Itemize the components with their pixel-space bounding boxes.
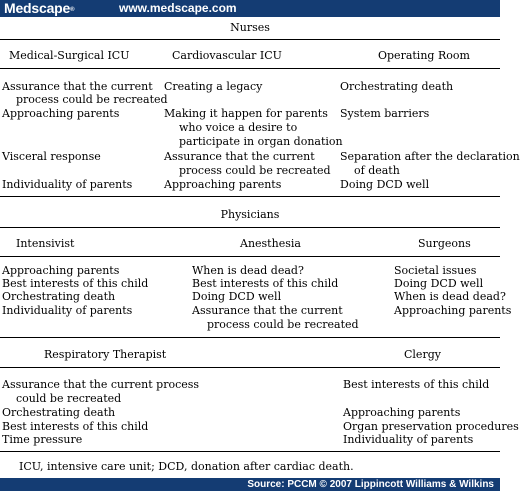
list-item: Making it happen for parents	[164, 107, 328, 120]
list-item: Approaching parents	[2, 107, 120, 120]
list-item: Time pressure	[2, 433, 83, 446]
list-item: Approaching parents	[164, 178, 282, 191]
header-bar	[0, 0, 500, 17]
divider	[0, 68, 500, 69]
divider	[0, 227, 500, 228]
list-item: Assurance that the current	[164, 150, 315, 163]
list-item: Societal issues	[394, 264, 477, 277]
list-item: Individuality of parents	[2, 178, 133, 191]
medscape-logo[interactable]: Medscape®	[4, 0, 75, 16]
list-item: Assurance that the current process	[2, 378, 200, 391]
list-item: Best interests of this child	[2, 277, 149, 290]
list-item: Approaching parents	[343, 406, 461, 419]
column-header-surgeons: Surgeons	[418, 237, 471, 250]
list-item: participate in organ donation	[179, 135, 343, 148]
column-header-operating-room: Operating Room	[378, 49, 470, 62]
footer-bar	[0, 478, 500, 491]
list-item: Individuality of parents	[2, 304, 133, 317]
source-credit: Source: PCCM © 2007 Lippincott Williams & Wilkins	[247, 479, 494, 490]
divider	[0, 256, 500, 257]
divider	[0, 451, 500, 452]
physicians-title: Physicians	[220, 208, 280, 221]
footnote: ICU, intensive care unit; DCD, donation after cardiac death.	[19, 460, 354, 473]
list-item: Doing DCD well	[340, 178, 430, 191]
list-item: who voice a desire to	[179, 121, 298, 134]
divider	[0, 39, 500, 40]
list-item: Doing DCD well	[192, 290, 282, 303]
list-item: Individuality of parents	[343, 433, 474, 446]
list-item: When is dead dead?	[192, 264, 304, 277]
column-header-med-surg-icu: Medical-Surgical ICU	[9, 49, 130, 62]
list-item: Best interests of this child	[2, 420, 149, 433]
list-item: Separation after the declaration	[340, 150, 520, 163]
list-item: Assurance that the current	[192, 304, 343, 317]
list-item: Best interests of this child	[343, 378, 490, 391]
column-header-anesthesia: Anesthesia	[240, 237, 301, 250]
list-item: Orchestrating death	[2, 406, 116, 419]
list-item: Assurance that the current	[2, 80, 153, 93]
divider	[0, 337, 500, 338]
list-item: process could be recreated	[207, 318, 359, 331]
divider	[0, 367, 500, 368]
list-item: Orchestrating death	[2, 290, 116, 303]
list-item: of death	[354, 164, 400, 177]
list-item: Approaching parents	[2, 264, 120, 277]
list-item: Orchestrating death	[340, 80, 454, 93]
list-item: Visceral response	[2, 150, 101, 163]
column-header-cardiovascular-icu: Cardiovascular ICU	[172, 49, 282, 62]
nurses-title: Nurses	[230, 21, 270, 34]
list-item: Approaching parents	[394, 304, 512, 317]
site-url[interactable]: www.medscape.com	[119, 1, 237, 15]
divider	[0, 196, 500, 197]
list-item: System barriers	[340, 107, 430, 120]
list-item: Doing DCD well	[394, 277, 484, 290]
list-item: Best interests of this child	[192, 277, 339, 290]
list-item: Creating a legacy	[164, 80, 263, 93]
list-item: process could be recreated	[16, 93, 168, 106]
list-item: could be recreated	[16, 392, 122, 405]
column-header-intensivist: Intensivist	[16, 237, 75, 250]
list-item: When is dead dead?	[394, 290, 506, 303]
column-header-respiratory-therapist: Respiratory Therapist	[44, 348, 167, 361]
column-header-clergy: Clergy	[404, 348, 441, 361]
list-item: process could be recreated	[179, 164, 331, 177]
list-item: Organ preservation procedures	[343, 420, 519, 433]
